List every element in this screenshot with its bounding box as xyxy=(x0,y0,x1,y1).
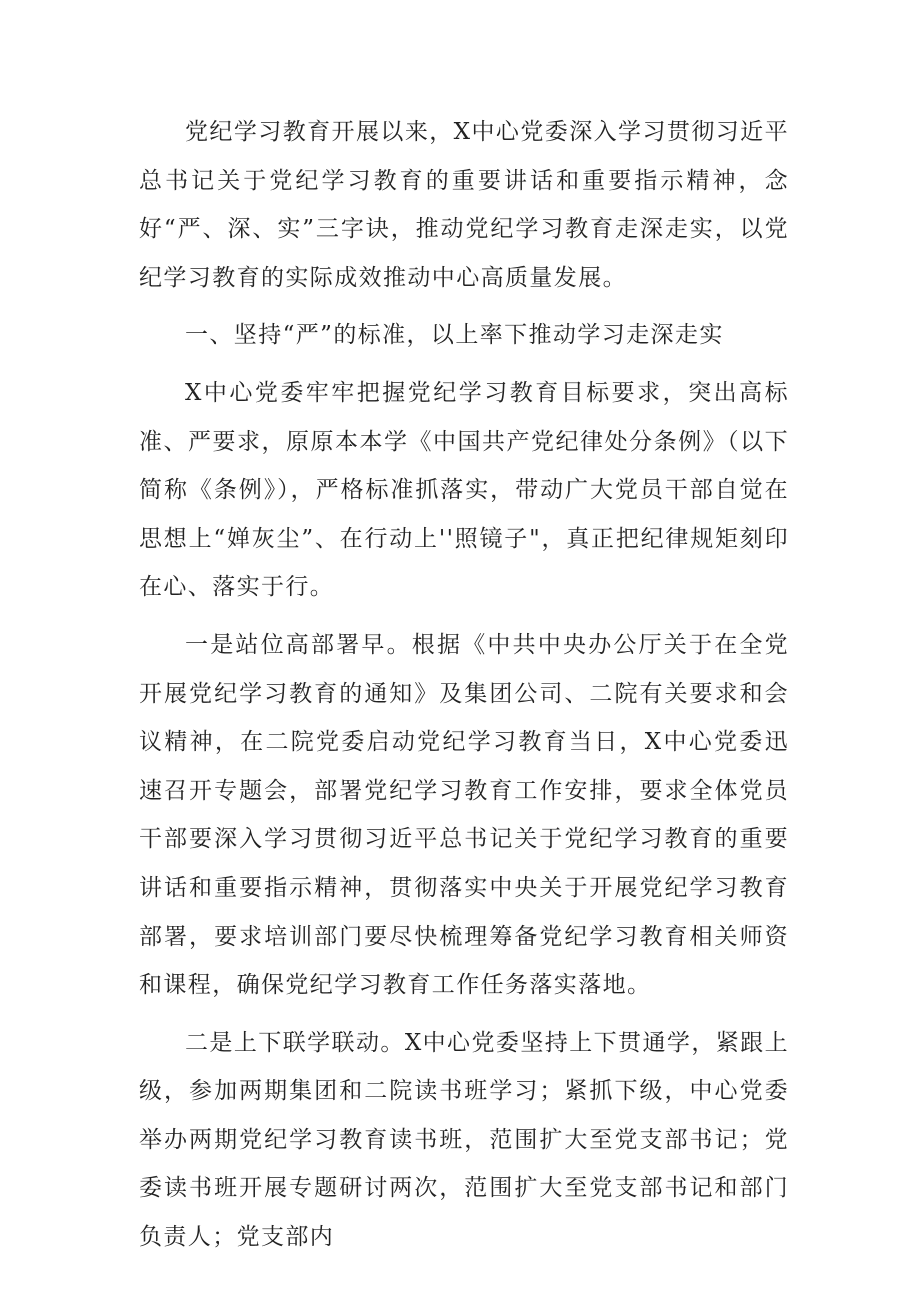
intro-paragraph: 党纪学习教育开展以来，X中心党委深入学习贯彻习近平总书记关于党纪学习教育的重要讲话和重要指示精神，念好“严、深、实”三字诀，推动党纪学习教育走深走实，以党纪学习教育的实际成效推动中心高质量发展。 xyxy=(139,119,789,291)
document-body xyxy=(139,108,789,1262)
section-paragraph: X中心党委牢牢把握党纪学习教育目标要求，突出高标准、严要求，原原本本学《中国共产党纪律处分条例》（以下简称《条例》），严格标准抓落实，带动广大党员干部自觉在思想上“婵灰尘”、在行动上''照镜子"，真正把纪律规矩刻印在心、落实于行。 xyxy=(139,379,789,601)
section-heading: 一、坚持“严”的标准，以上率下推动学习走深走实 xyxy=(185,322,724,349)
point-two-paragraph: 二是上下联学联动。X中心党委坚持上下贯通学，紧跟上级，参加两期集团和二院读书班学习；紧抓下级，中心党委举办两期党纪学习教育读书班，范围扩大至党支部书记；党委读书班开展专题研讨两次，范围扩大至党支部书记和部门负责人；党支部内 xyxy=(139,1029,789,1251)
point-one-paragraph: 一是站位高部署早。根据《中共中央办公厅关于在全党开展党纪学习教育的通知》及集团公司、二院有关要求和会议精神，在二院党委启动党纪学习教育当日，X中心党委迅速召开专题会，部署党纪学习教育工作安排，要求全体党员干部要深入学习贯彻习近平总书记关于党纪学习教育的重要讲话和重要指示精神，贯彻落实中央关于开展党纪学习教育部署，要求培训部门要尽快梳理筹备党纪学习教育相关师资和课程，确保党纪学习教育工作任务落实落地。 xyxy=(139,631,789,999)
